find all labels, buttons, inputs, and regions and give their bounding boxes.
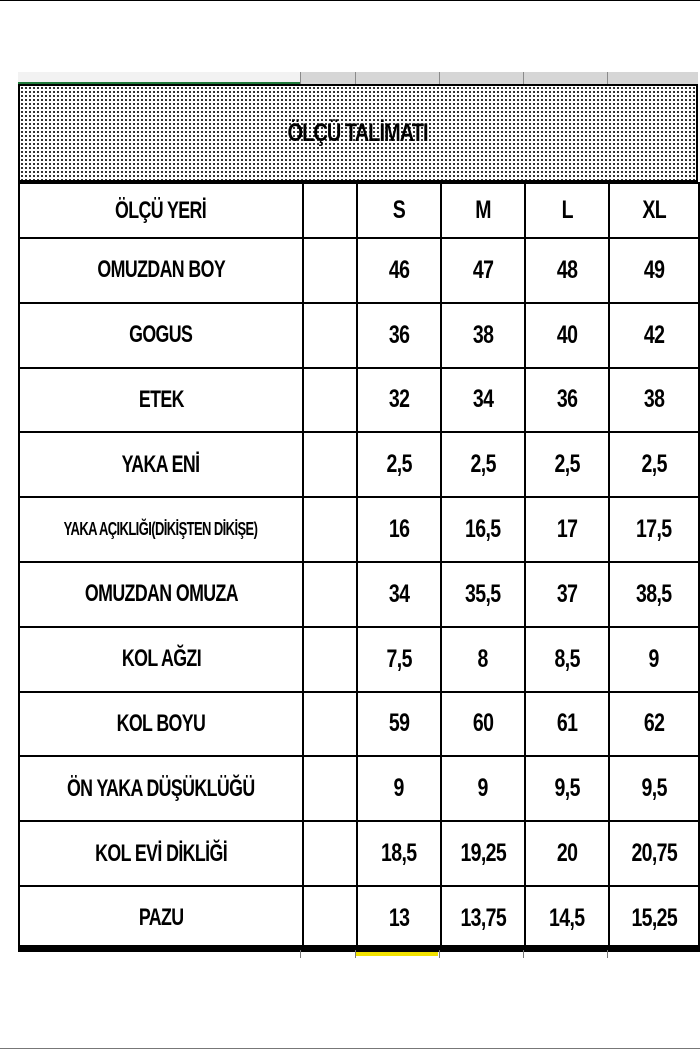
bottom-rule [0,1048,700,1049]
measurement-label-cell[interactable]: OMUZDAN OMUZA [19,562,303,627]
header-cell-size-s[interactable]: S [357,183,441,238]
value-cell-m[interactable]: 38 [441,303,525,368]
value-cell-l[interactable]: 17 [525,497,609,562]
value-cell-xl[interactable]: 20,75 [609,821,699,886]
measurement-label-cell[interactable]: YAKA ENİ [19,432,303,497]
measurement-label-cell[interactable]: PAZU [19,886,303,951]
blank-cell[interactable] [303,368,357,433]
value-cell-xl[interactable]: 38 [609,368,699,433]
value-cell-s[interactable]: 34 [357,562,441,627]
table-row [19,756,699,821]
value-cell-m[interactable]: 35,5 [441,562,525,627]
value-cell-xl[interactable]: 9 [609,627,699,692]
column-divider [523,72,524,84]
value-cell-s[interactable]: 59 [357,692,441,757]
header-cell-label[interactable]: ÖLÇÜ YERİ [19,183,303,238]
value-cell-s[interactable]: 13 [357,886,441,951]
value-cell-m[interactable]: 34 [441,368,525,433]
column-divider [300,950,301,958]
table-row [19,562,699,627]
column-divider [523,950,524,958]
value-cell-m[interactable]: 47 [441,238,525,303]
table-bottom-border [18,945,698,950]
blank-cell[interactable] [303,238,357,303]
value-cell-m[interactable]: 2,5 [441,432,525,497]
table-row [19,238,699,303]
value-cell-l[interactable]: 20 [525,821,609,886]
value-cell-l[interactable]: 61 [525,692,609,757]
blank-cell[interactable] [303,562,357,627]
column-divider [607,72,608,84]
value-cell-l[interactable]: 2,5 [525,432,609,497]
value-cell-s[interactable]: 36 [357,303,441,368]
chart-title: ÖLÇÜ TALİMATI [287,118,429,147]
column-divider [439,72,440,84]
value-cell-xl[interactable]: 49 [609,238,699,303]
table-header-row [19,183,699,238]
header-cell-blank[interactable] [303,183,357,238]
value-cell-l[interactable]: 9,5 [525,756,609,821]
blank-cell[interactable] [303,692,357,757]
measurement-label-cell[interactable]: ETEK [19,368,303,433]
value-cell-m[interactable]: 9 [441,756,525,821]
column-divider [439,950,440,958]
value-cell-s[interactable]: 7,5 [357,627,441,692]
header-cell-size-m[interactable]: M [441,183,525,238]
table-row [19,627,699,692]
value-cell-m[interactable]: 60 [441,692,525,757]
value-cell-l[interactable]: 37 [525,562,609,627]
value-cell-s[interactable]: 16 [357,497,441,562]
measurement-label-cell[interactable]: KOL EVİ DİKLİĞİ [19,821,303,886]
value-cell-m[interactable]: 8 [441,627,525,692]
blank-cell[interactable] [303,756,357,821]
size-chart-sheet [18,72,698,958]
blank-cell[interactable] [303,821,357,886]
value-cell-xl[interactable]: 62 [609,692,699,757]
value-cell-l[interactable]: 48 [525,238,609,303]
value-cell-xl[interactable]: 15,25 [609,886,699,951]
measurement-label-cell[interactable]: KOL BOYU [19,692,303,757]
column-divider [355,950,356,958]
blank-cell[interactable] [303,432,357,497]
measurement-label-cell[interactable]: ÖN YAKA DÜŞÜKLÜĞÜ [19,756,303,821]
value-cell-l[interactable]: 36 [525,368,609,433]
table-row [19,497,699,562]
column-divider [355,72,356,84]
table-row [19,886,699,951]
header-cell-size-l[interactable]: L [525,183,609,238]
value-cell-s[interactable]: 46 [357,238,441,303]
value-cell-xl[interactable]: 2,5 [609,432,699,497]
value-cell-s[interactable]: 2,5 [357,432,441,497]
table-row [19,692,699,757]
chart-title-banner [18,84,698,182]
blank-cell[interactable] [303,627,357,692]
active-column-indicator[interactable] [18,72,300,84]
value-cell-s[interactable]: 9 [357,756,441,821]
value-cell-s[interactable]: 18,5 [357,821,441,886]
value-cell-l[interactable]: 14,5 [525,886,609,951]
measurement-label-cell[interactable]: OMUZDAN BOY [19,238,303,303]
measurement-label-cell[interactable]: YAKA AÇIKLIĞI(DİKİŞTEN DİKİŞE) [19,497,303,562]
value-cell-m[interactable]: 13,75 [441,886,525,951]
selected-cell-marker [356,952,438,956]
column-divider [607,950,608,958]
value-cell-l[interactable]: 8,5 [525,627,609,692]
value-cell-xl[interactable]: 42 [609,303,699,368]
measurement-label-cell[interactable]: GOGUS [19,303,303,368]
table-row [19,303,699,368]
header-cell-size-xl[interactable]: XL [609,183,699,238]
value-cell-xl[interactable]: 17,5 [609,497,699,562]
value-cell-s[interactable]: 32 [357,368,441,433]
table-row [19,368,699,433]
size-table [18,182,700,952]
blank-cell[interactable] [303,303,357,368]
column-divider [300,72,301,84]
top-rule [0,0,700,1]
value-cell-m[interactable]: 19,25 [441,821,525,886]
value-cell-l[interactable]: 40 [525,303,609,368]
value-cell-xl[interactable]: 9,5 [609,756,699,821]
table-row [19,432,699,497]
value-cell-xl[interactable]: 38,5 [609,562,699,627]
blank-cell[interactable] [303,497,357,562]
table-row [19,821,699,886]
value-cell-m[interactable]: 16,5 [441,497,525,562]
blank-cell[interactable] [303,886,357,951]
measurement-label-cell[interactable]: KOL AĞZI [19,627,303,692]
